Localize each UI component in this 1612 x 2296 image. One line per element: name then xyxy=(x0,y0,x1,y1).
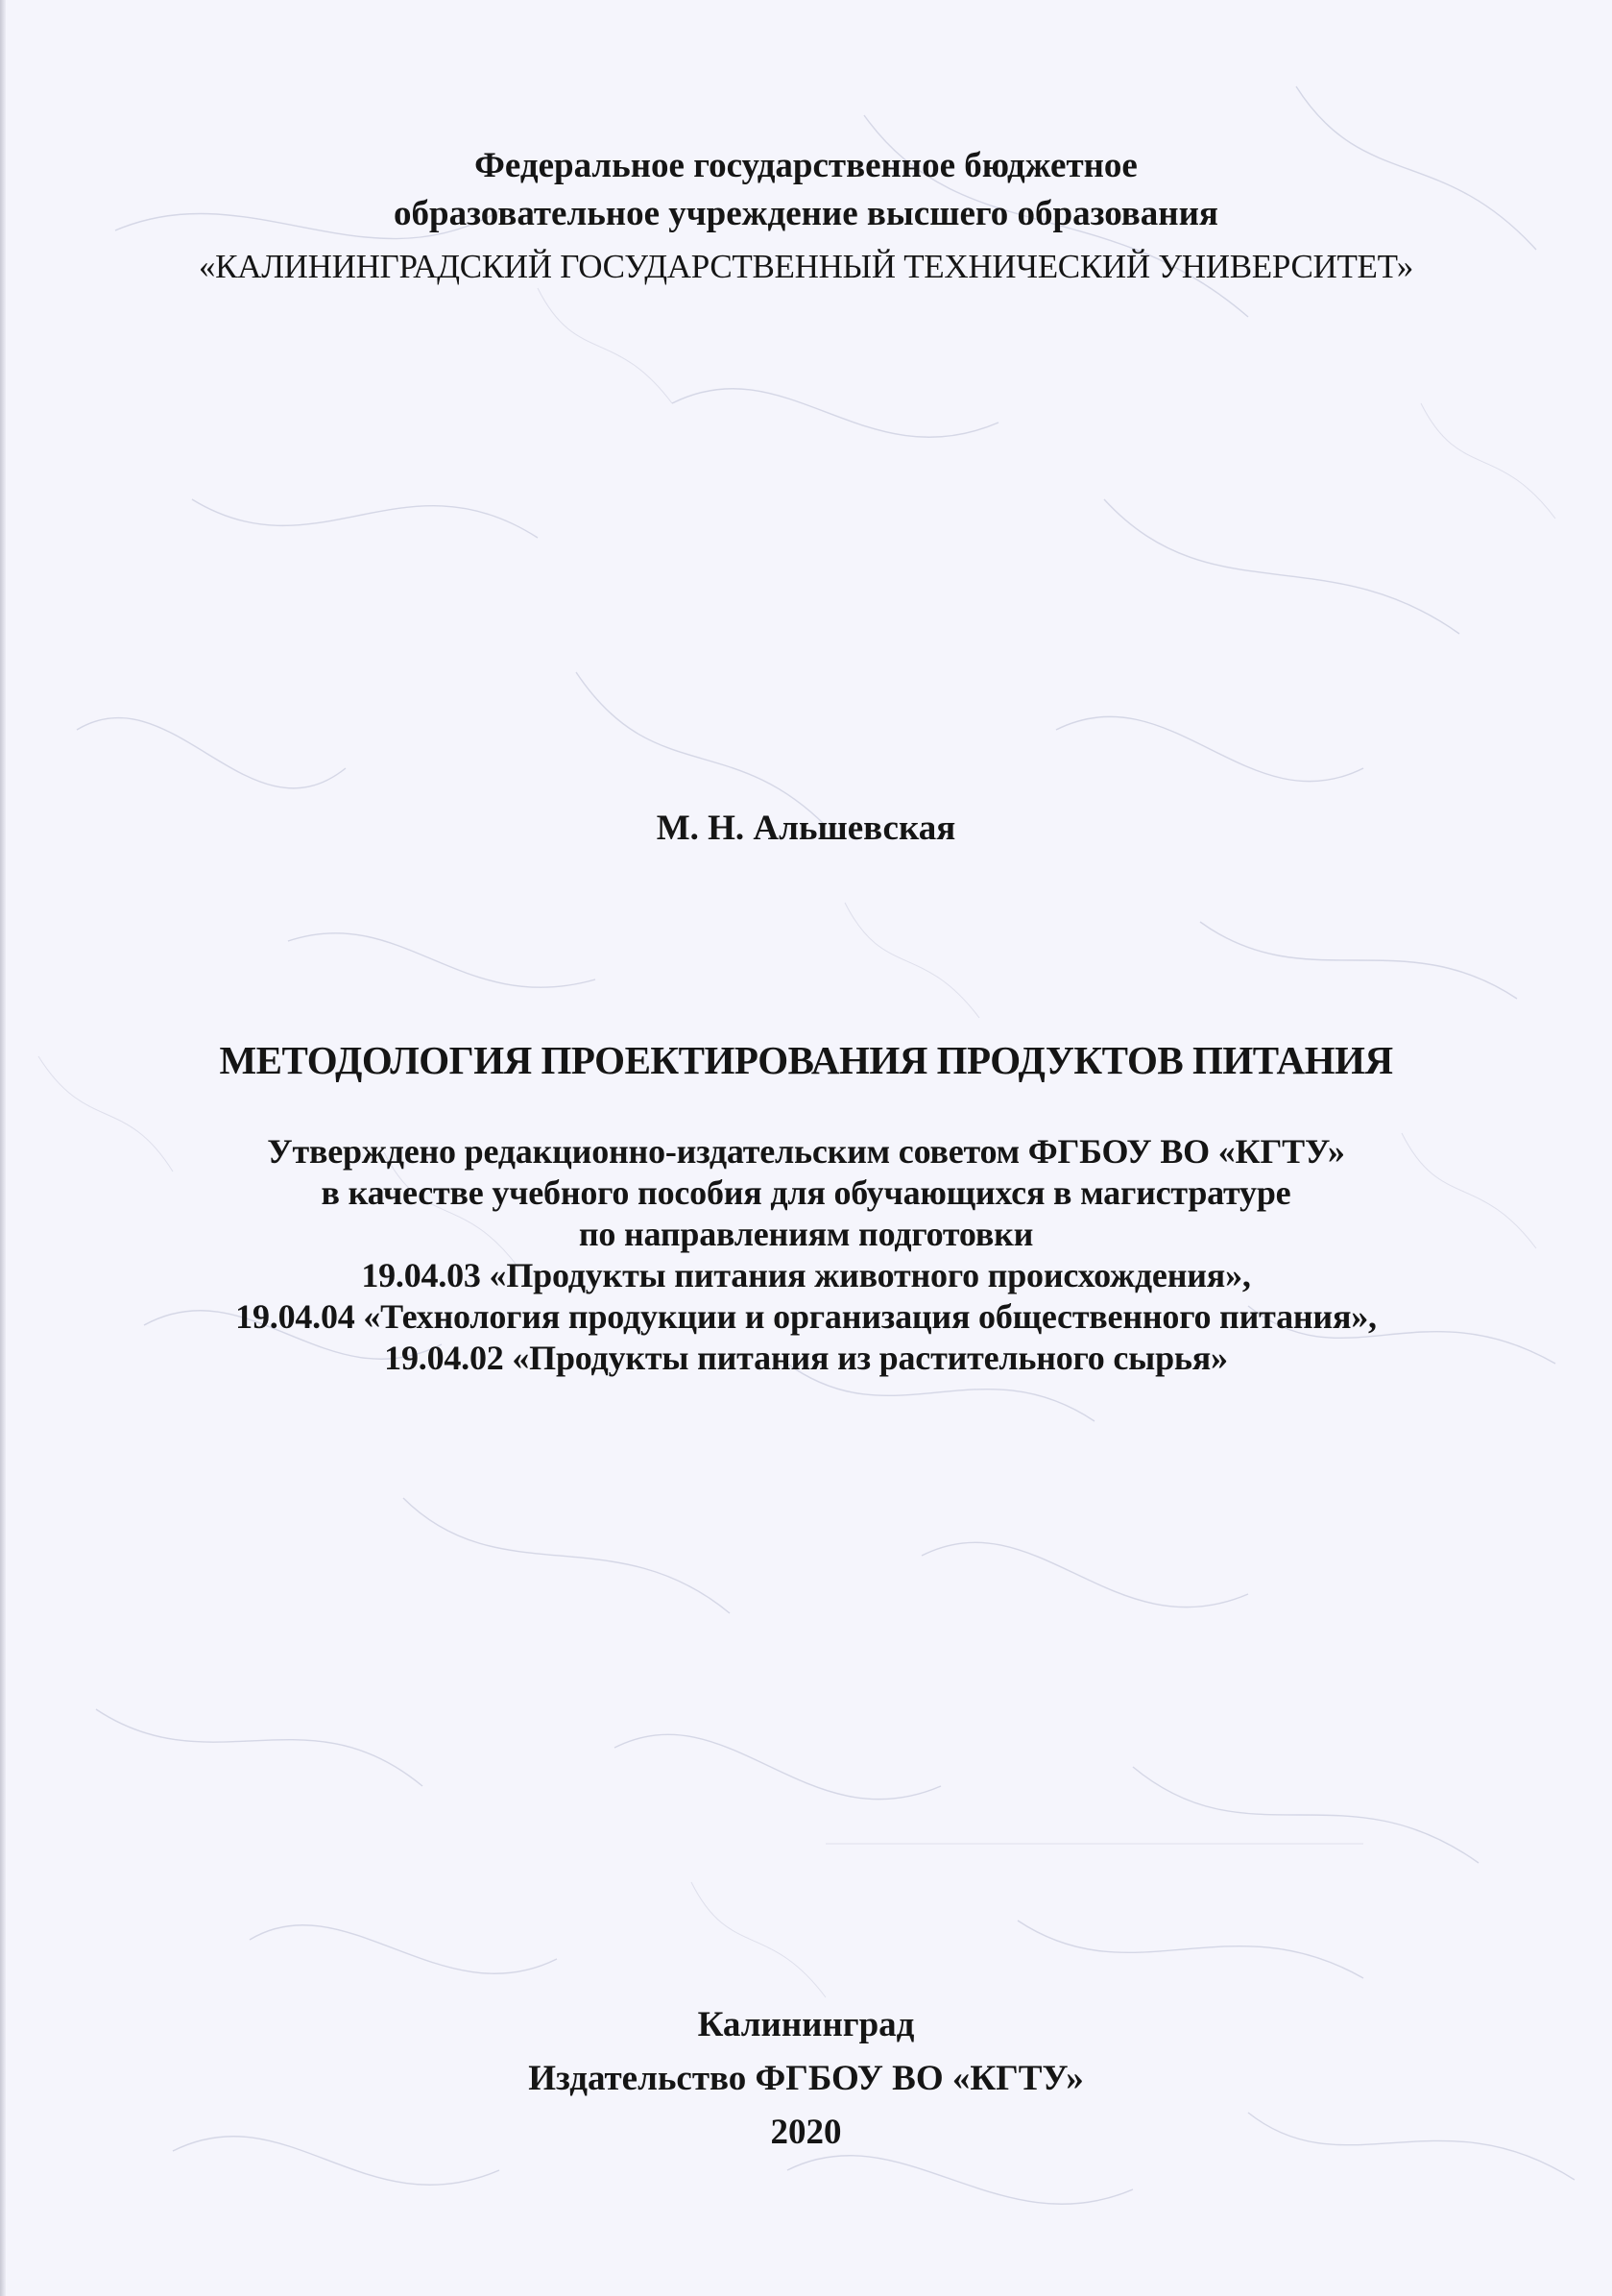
document-title: МЕТОДОЛОГИЯ ПРОЕКТИРОВАНИЯ ПРОДУКТОВ ПИТАНИЯ xyxy=(219,1038,1393,1082)
institution-header xyxy=(0,142,1612,291)
university-name: «КАЛИНИНГРАДСКИЙ ГОСУДАРСТВЕННЫЙ ТЕХНИЧЕСКИЙ УНИВЕРСИТЕТ» xyxy=(198,248,1413,285)
publication-city: Калининград xyxy=(697,2005,915,2044)
approval-line: Утверждено редакционно-издательским советом ФГБОУ ВО «КГТУ» xyxy=(267,1132,1345,1171)
header-line-1: Федеральное государственное бюджетное xyxy=(474,146,1138,185)
author-block xyxy=(0,805,1612,853)
title-block xyxy=(0,1033,1612,1087)
approval-line: 19.04.03 «Продукты питания животного происхождения», xyxy=(361,1256,1251,1294)
publisher-name: Издательство ФГБОУ ВО «КГТУ» xyxy=(528,2059,1084,2098)
approval-line: в качестве учебного пособия для обучающихся в магистратуре xyxy=(321,1173,1291,1212)
approval-line: 19.04.02 «Продукты питания из растительного сырья» xyxy=(384,1339,1228,1377)
publication-year: 2020 xyxy=(770,2113,842,2152)
author-name: М. Н. Альшевская xyxy=(656,809,956,848)
approval-line: 19.04.04 «Технология продукции и организация общественного питания», xyxy=(235,1297,1377,1336)
imprint-block xyxy=(0,1998,1612,2160)
header-line-2: образовательное учреждение высшего образования xyxy=(394,194,1218,233)
approval-statement xyxy=(0,1131,1612,1379)
approval-line: по направлениям подготовки xyxy=(578,1215,1034,1253)
